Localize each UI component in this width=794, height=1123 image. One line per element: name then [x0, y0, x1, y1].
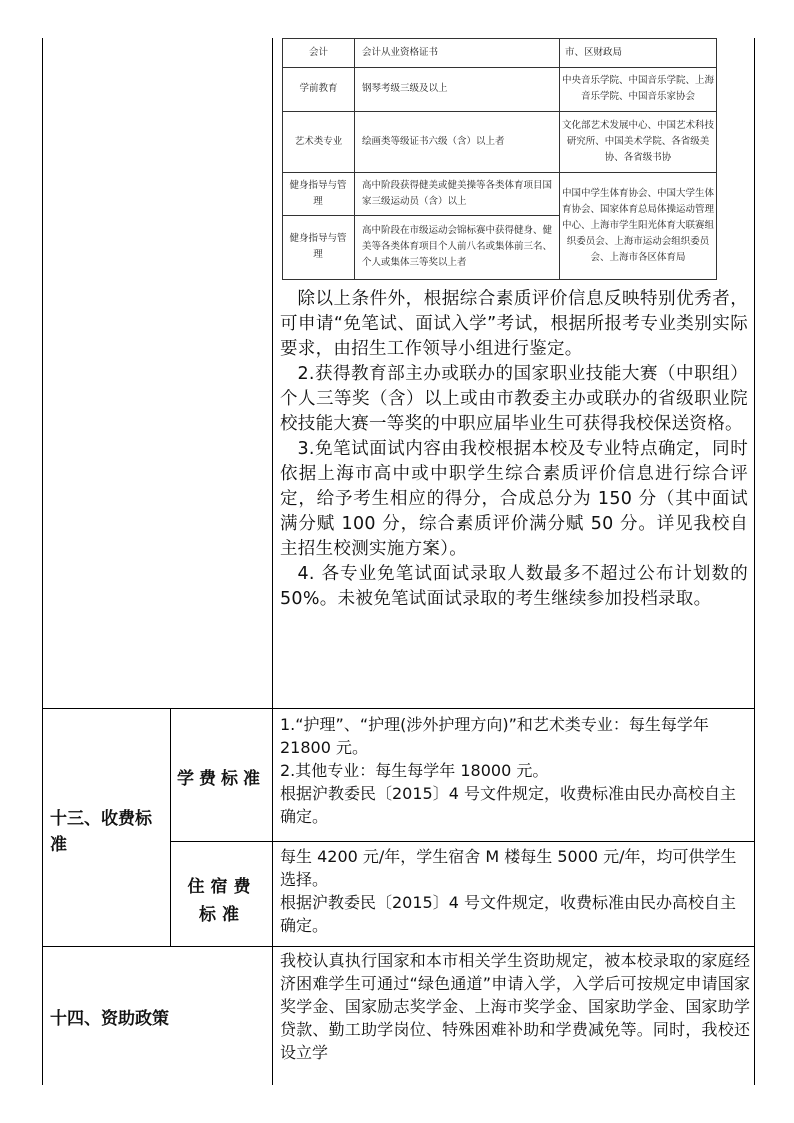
table-left-border [42, 38, 43, 1085]
row-divider-13-inner [170, 841, 755, 842]
dorm-fee-body [280, 845, 750, 937]
dorm-line: 根据沪教委民〔2015〕4 号文件规定，收费标准由民办高校自主确定。 [280, 893, 736, 935]
table-cell-major: 健身指导与管理 [289, 233, 347, 260]
table-cell-major: 艺术类专业 [294, 135, 343, 147]
tuition-line: 根据沪教委民〔2015〕4 号文件规定，收费标准由民办高校自主确定。 [280, 784, 736, 826]
paragraph: 4. 各专业免笔试面试录取人数最多不超过公布计划数的 50%。未被免笔试面试录取的考生继续参加投档录取。 [280, 564, 748, 609]
table-cell-issuer: 中国中学生体育协会、中国大学生体育协会、国家体育总局体操运动管理中心、上海市学生阳光体育大联赛组织委员会、上海市运动会组织委员会、上海市各区体育局 [562, 188, 715, 263]
table-cell-issuer: 文化部艺术发展中心、中国艺术科技研究所、中国美术学院、各省级美协、各省级书协 [562, 119, 715, 163]
table-cell-issuer: 中央音乐学院、中国音乐学院、上海音乐学院、中国音乐家协会 [562, 75, 715, 102]
table-cell-issuer: 市、区财政局 [565, 46, 623, 58]
tuition-label: 学费标准 [177, 769, 265, 789]
dorm-fee-label: 住宿费标准 [187, 877, 257, 925]
tuition-line: 2.其他专业：每生每学年 18000 元。 [280, 761, 549, 780]
table-content-divider [272, 38, 273, 1085]
table-right-border [754, 38, 755, 1085]
table-cell-requirement: 钢琴考级三级及以上 [362, 83, 448, 94]
section12-body [280, 287, 748, 612]
table-cell-major: 会计 [308, 46, 328, 58]
tuition-line: 1.“护理”、“护理(涉外护理方向)”和艺术类专业：每生每学年 21800 元。 [280, 715, 709, 757]
tuition-body [280, 713, 750, 828]
table-cell-requirement: 高中阶段获得健美或健美操等各类体育项目国家三级运动员（含）以上 [362, 179, 553, 207]
paragraph: 2.获得教育部主办或联办的国家职业技能大赛（中职组）个人三等奖（含）以上或由市教委主办或联办的省级职业院校技能大赛一等奖的中职应届毕业生可获得我校保送资格。 [280, 364, 748, 434]
table-cell-requirement: 绘画类等级证书六级（含）以上者 [362, 135, 505, 147]
paragraph: 除以上条件外，根据综合素质评价信息反映特别优秀者，可申请“免笔试、面试入学”考试，根据所报考专业类别实际要求，由招生工作领导小组进行鉴定。 [280, 289, 748, 359]
table-cell-requirement: 高中阶段在市级运动会锦标赛中获得健身、健美等各类体育项目个人前八名或集体前三名、个人或集体三等奖以上者 [362, 225, 553, 268]
table-cell-requirement: 会计从业资格证书 [362, 46, 439, 58]
section13-title: 十三、收费标准 [50, 809, 152, 855]
section14-body: 我校认真执行国家和本市相关学生资助规定，被本校录取的家庭经济困难学生可通过“绿色通道”申请入学，入学后可按规定申请国家奖学金、国家励志奖学金、上海市奖学金、国家助学金、国家助学贷款、勤工助学岗位、特殊困难补助和学费减免等。同时，我校还设立学 [280, 951, 750, 1062]
row-divider-13-14 [42, 946, 755, 947]
section14-title: 十四、资助政策 [50, 1009, 169, 1029]
dorm-line: 每生 4200 元/年，学生宿舍 M 楼每生 5000 元/年，均可供学生选择。 [280, 847, 737, 889]
row-divider-12-13 [42, 708, 755, 709]
table-cell-major: 学前教育 [299, 83, 338, 94]
section13-subdivider [170, 708, 171, 946]
paragraph: 3.免笔试面试内容由我校根据本校及专业特点确定，同时依据上海市高中或中职学生综合素质评价信息进行综合评定，给予考生相应的得分，合成总分为 150 分（其中面试满分赋 100 分，综合素质评价满分赋 50 分。详见我校自主招生校测实施方案）。 [280, 439, 748, 559]
table-cell-major: 健身指导与管理 [289, 179, 347, 207]
